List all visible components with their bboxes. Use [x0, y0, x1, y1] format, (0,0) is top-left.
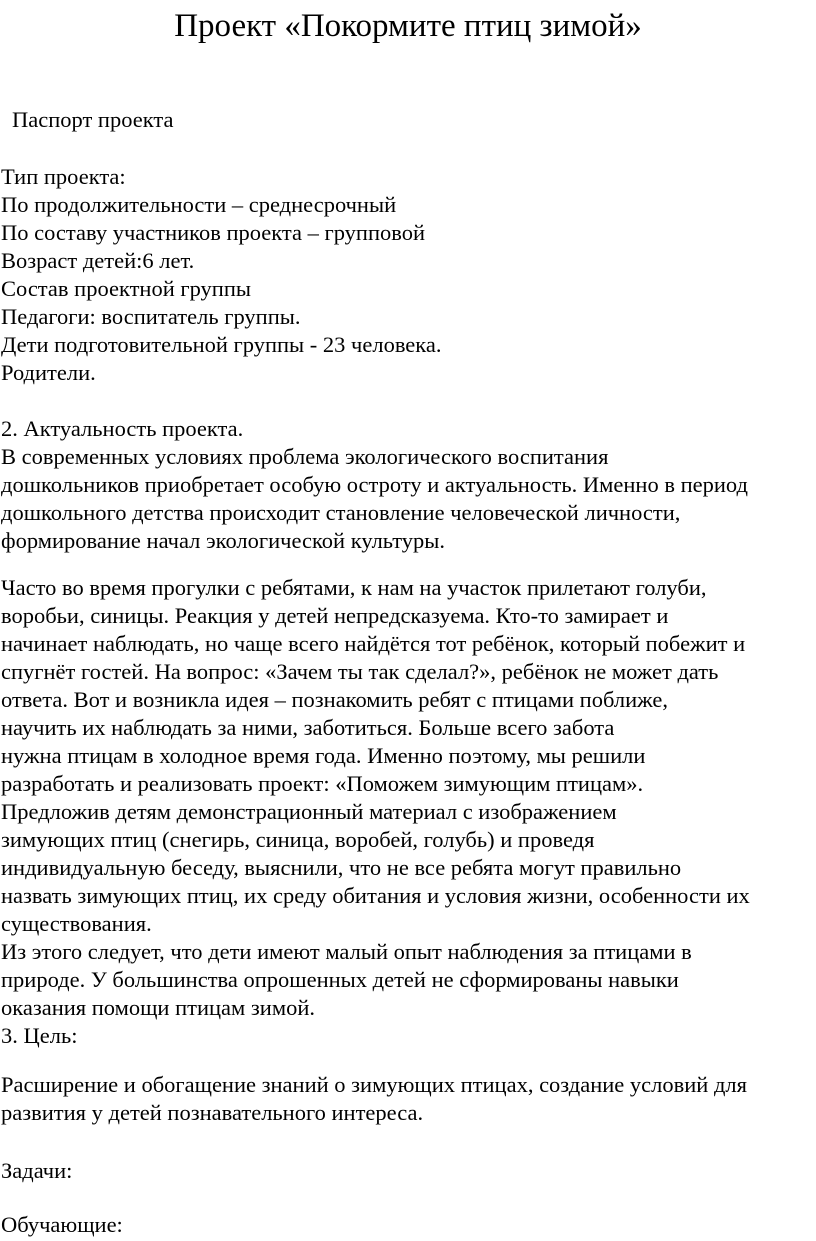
text-line: зимующих птиц (снегирь, синица, воробей, голубь) и проведя [1, 827, 595, 852]
text-line: Педагоги: воспитатель группы. [1, 304, 301, 329]
text-line: воробьи, синицы. Реакция у детей непредсказуема. Кто-то замирает и [1, 603, 669, 628]
text-line: дошкольников приобретает особую остроту и актуальность. Именно в период [1, 472, 748, 497]
text-line: нужна птицам в холодное время года. Именно поэтому, мы решили [1, 743, 646, 768]
text-line: Состав проектной группы [1, 276, 252, 301]
section-heading-goal: 3. Цель: [1, 1023, 78, 1048]
text-line: Часто во время прогулки с ребятами, к нам на участок прилетают голуби, [1, 575, 707, 600]
section-heading-relevance: 2. Актуальность проекта. [1, 416, 244, 441]
text-line: По составу участников проекта – групповой [1, 220, 426, 245]
text-line: Предложив детям демонстрационный материал с изображением [1, 799, 617, 824]
text-line: ответа. Вот и возникла идея – познакомить ребят с птицами поближе, [1, 687, 668, 712]
text-line: формирование начал экологической культуры. [1, 528, 445, 553]
text-line: В современных условиях проблема экологического воспитания [1, 444, 609, 469]
text-line: дошкольного детства происходит становление человеческой личности, [1, 500, 681, 525]
text-line: Расширение и обогащение знаний о зимующих птицах, создание условий для [1, 1072, 747, 1097]
text-line: природе. У большинства опрошенных детей не сформированы навыки [1, 967, 679, 992]
document-title: Проект «Покормите птиц зимой» [174, 8, 642, 44]
text-line: разработать и реализовать проект: «Поможем зимующим птицам». [1, 771, 644, 796]
text-line: спугнёт гостей. На вопрос: «Зачем ты так сделал?», ребёнок не может дать [1, 659, 719, 684]
text-line: оказания помощи птицам зимой. [1, 995, 315, 1020]
section-heading-passport: Паспорт проекта [12, 107, 174, 132]
text-line: научить их наблюдать за ними, заботиться. Больше всего забота [1, 715, 615, 740]
text-line: начинает наблюдать, но чаще всего найдётся тот ребёнок, который побежит и [1, 631, 746, 656]
text-line: существования. [1, 911, 152, 936]
section-heading-tasks: Задачи: [1, 1158, 73, 1183]
text-line: назвать зимующих птиц, их среду обитания и условия жизни, особенности их [1, 883, 750, 908]
subsection-heading-teaching: Обучающие: [1, 1212, 123, 1237]
text-line: Тип проекта: [1, 164, 126, 189]
text-line: Родители. [1, 360, 96, 385]
text-line: По продолжительности – среднесрочный [1, 192, 397, 217]
text-line: развития у детей познавательного интереса. [1, 1100, 424, 1125]
text-line: Из этого следует, что дети имеют малый опыт наблюдения за птицами в [1, 939, 692, 964]
text-line: Дети подготовительной группы - 23 человека. [1, 332, 442, 357]
text-line: индивидуальную беседу, выяснили, что не все ребята могут правильно [1, 855, 682, 880]
text-line: Возраст детей:6 лет. [1, 248, 195, 273]
